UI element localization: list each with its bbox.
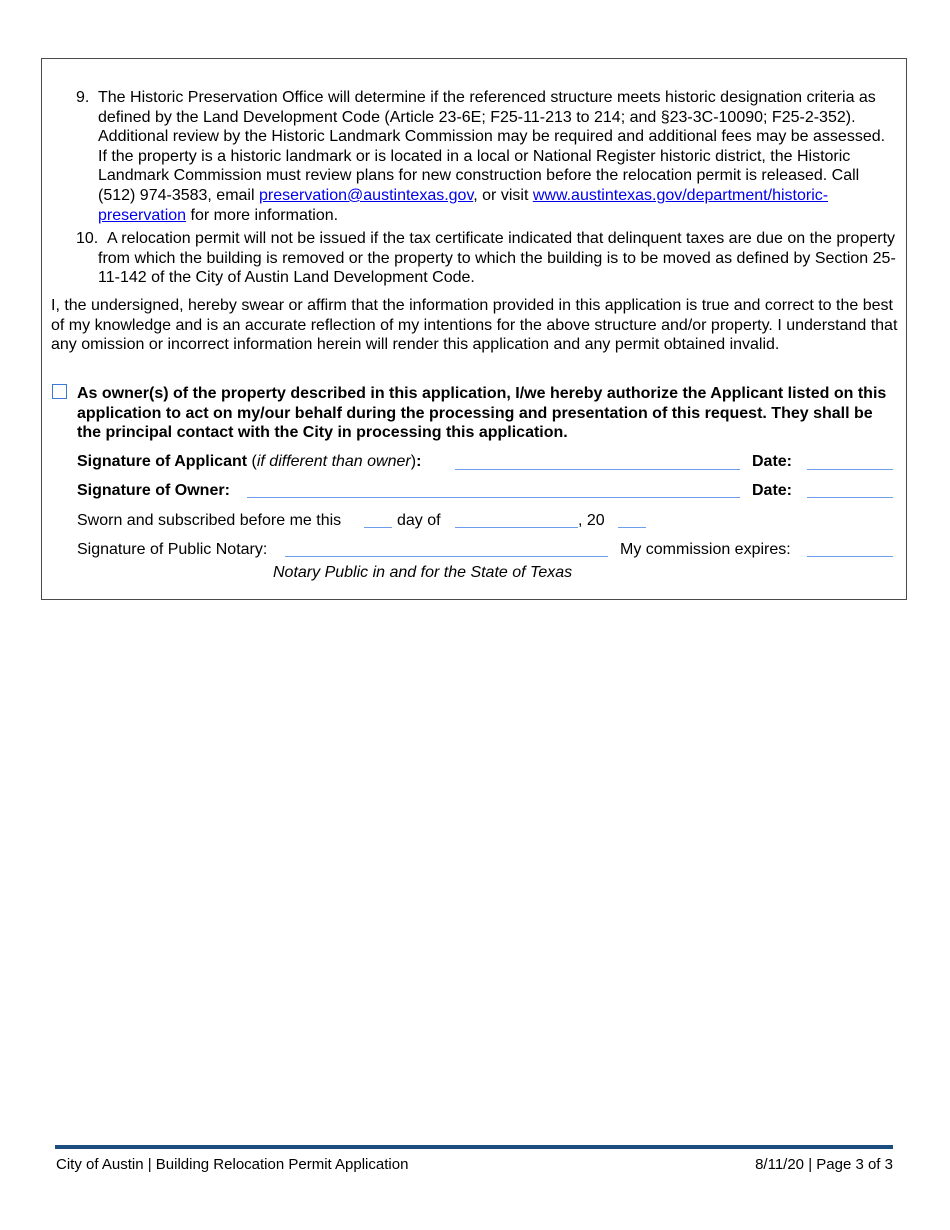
notary-caption: Notary Public in and for the State of Texas <box>273 564 573 581</box>
footer-divider <box>55 1145 893 1149</box>
owner-date-label: Date: <box>752 482 793 499</box>
item-text-after: for more information. <box>186 206 339 224</box>
email-link[interactable]: preservation@austintexas.gov <box>258 186 474 204</box>
sworn-day-field[interactable] <box>364 527 392 528</box>
website-link[interactable]: www.austintexas.gov/department/historic-preservation <box>98 186 829 224</box>
owner-authorization-text: As owner(s) of the property described in this application, I/we hereby authorize the Applicant listed on this application to act on my/our behalf during the processing and presentation of this request. They shall be the principal contact with the City in processing this application. <box>77 385 887 442</box>
item-text: A relocation permit will not be issued if the tax certificate indicated that delinquent taxes are due on the property from which the building is removed or the property to which the building is to be moved as defined by Section 25-11-142 of the City of Austin Land Development Code. <box>98 230 896 287</box>
item-text-middle: , or visit <box>473 186 533 204</box>
applicant-signature-label <box>77 452 421 471</box>
commission-expires-field[interactable] <box>807 556 893 557</box>
affirmation-paragraph: I, the undersigned, hereby swear or affirm that the information provided in this application is true and correct to the best of my knowledge and is an accurate reflection of my intentions for the above structure and/or property. I understand that any omission or incorrect information herein will render this application and any permit obtained invalid. <box>51 297 898 354</box>
sworn-month-field[interactable] <box>455 527 578 528</box>
applicant-signature-field[interactable] <box>455 469 740 470</box>
applicant-date-label: Date: <box>752 453 793 470</box>
owner-date-field[interactable] <box>807 497 893 498</box>
sworn-year-field[interactable] <box>618 527 646 528</box>
paren-open: ( <box>247 453 257 470</box>
list-item-text <box>98 88 898 225</box>
list-number: 10. <box>76 230 99 247</box>
owner-signature-field[interactable] <box>247 497 740 498</box>
item-text-before: The Historic Preservation Office will determine if the referenced structure meets historic designation criteria as defined by the Land Development Code (Article 23-6E; F25-11-213 to 214; and §23-3C-10090; F25-2-352). Additional review by the Historic Landmark Commission may be required and additional fees may be assessed. If the property is a historic landmark or is located in a local or National Register historic district, the Historic Landmark Commission must review plans for new construction before the relocation permit is released. Call (512) 974-3583, email <box>98 89 886 204</box>
footer-page-info: 8/11/20 | Page 3 of 3 <box>755 1156 893 1173</box>
notary-signature-field[interactable] <box>285 556 608 557</box>
list-item-text <box>98 229 898 288</box>
sworn-day-of-text: day of <box>397 512 441 529</box>
applicant-label-bold: Signature of Applicant <box>77 453 248 470</box>
paren-close: ) <box>410 453 417 470</box>
applicant-date-field[interactable] <box>807 469 893 470</box>
list-number: 9. <box>76 89 90 106</box>
notary-signature-label: Signature of Public Notary: <box>77 541 268 558</box>
colon: : <box>416 453 422 470</box>
commission-expires-label: My commission expires: <box>620 541 791 558</box>
applicant-note: if different than owner <box>256 453 411 470</box>
owner-authorization-checkbox[interactable] <box>52 384 67 399</box>
sworn-year-prefix: , 20 <box>578 512 605 529</box>
footer-left-text: City of Austin | Building Relocation Permit Application <box>56 1156 409 1173</box>
sworn-prefix-text: Sworn and subscribed before me this <box>77 512 342 529</box>
owner-signature-label: Signature of Owner: <box>77 482 230 499</box>
